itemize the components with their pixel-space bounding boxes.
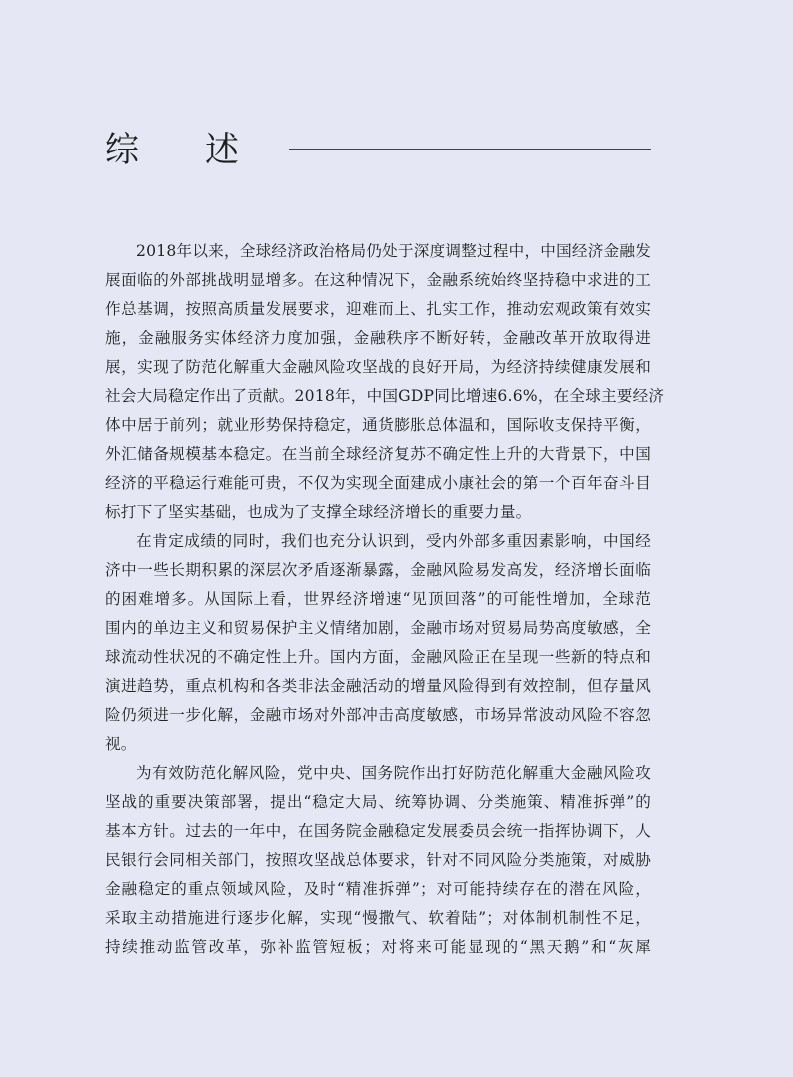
text-line: 持续推动监管改革，弥补监管短板；对将来可能显现的“黑天鹅”和“灰犀 — [105, 938, 651, 956]
body-text — [105, 237, 665, 962]
text-line: 展面临的外部挑战明显增多。在这种情况下，金融系统始终坚持稳中求进的工 — [105, 271, 651, 289]
paragraph — [105, 759, 651, 962]
text-line: 作总基调，按照高质量发展要求，迎难而上、扎实工作，推动宏观政策有效实 — [105, 300, 651, 318]
text-line: 坚战的重要决策部署，提出“稳定大局、统筹协调、分类施策、精准拆弹”的 — [105, 793, 651, 811]
paragraph — [105, 527, 651, 759]
heading-rule — [289, 149, 651, 150]
text-line: 标打下了坚实基础，也成为了支撑全球经济增长的重要力量。 — [105, 503, 532, 521]
text-line: 基本方针。过去的一年中，在国务院金融稳定发展委员会统一指挥协调下，人 — [105, 822, 651, 840]
text-line: 展，实现了防范化解重大金融风险攻坚战的良好开局，为经济持续健康发展和 — [105, 358, 651, 376]
text-line: 在肯定成绩的同时，我们也充分认识到，受内外部多重因素影响，中国经 — [136, 532, 651, 550]
text-line: 2018年以来，全球经济政治格局仍处于深度调整过程中，中国经济金融发 — [136, 242, 651, 260]
paragraph — [105, 237, 665, 527]
text-line: 体中居于前列；就业形势保持稳定，通货膨胀总体温和，国际收支保持平衡， — [105, 416, 651, 434]
text-line: 金融稳定的重点领域风险，及时“精准拆弹”；对可能持续存在的潜在风险， — [105, 880, 651, 898]
text-line: 围内的单边主义和贸易保护主义情绪加剧，金融市场对贸易局势高度敏感，全 — [105, 619, 651, 637]
text-line: 经济的平稳运行难能可贵，不仅为实现全面建成小康社会的第一个百年奋斗目 — [105, 474, 651, 492]
text-line: 视。 — [105, 735, 137, 753]
text-line: 外汇储备规模基本稳定。在当前全球经济复苏不确定性上升的大背景下，中国 — [105, 445, 651, 463]
text-line: 采取主动措施进行逐步化解，实现“慢撒气、软着陆”；对体制机制性不足， — [105, 909, 651, 927]
text-line: 为有效防范化解风险，党中央、国务院作出打好防范化解重大金融风险攻 — [136, 764, 651, 782]
text-line: 险仍须进一步化解，金融市场对外部冲击高度敏感，市场异常波动风险不容忽 — [105, 706, 651, 724]
text-line: 施，金融服务实体经济力度加强，金融秩序不断好转，金融改革开放取得进 — [105, 329, 651, 347]
section-heading — [105, 126, 651, 174]
text-line: 社会大局稳定作出了贡献。2018年，中国GDP同比增速6.6%，在全球主要经济 — [105, 387, 665, 405]
heading-title: 综述 — [105, 130, 305, 170]
text-line: 民银行会同相关部门，按照攻坚战总体要求，针对不同风险分类施策，对威胁 — [105, 851, 651, 869]
text-line: 济中一些长期积累的深层次矛盾逐渐暴露，金融风险易发高发，经济增长面临 — [105, 561, 651, 579]
text-line: 球流动性状况的不确定性上升。国内方面，金融风险正在呈现一些新的特点和 — [105, 648, 651, 666]
text-line: 的困难增多。从国际上看，世界经济增速“见顶回落”的可能性增加，全球范 — [105, 590, 651, 608]
text-line: 演进趋势，重点机构和各类非法金融活动的增量风险得到有效控制，但存量风 — [105, 677, 651, 695]
